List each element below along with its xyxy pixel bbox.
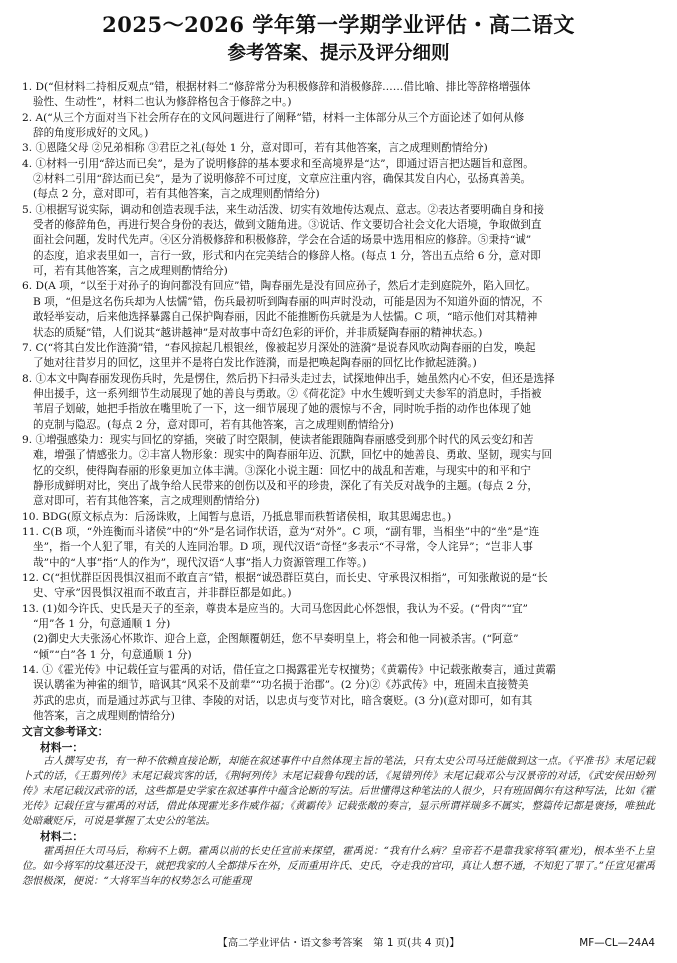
answer-item-continuation: 面社会问题，发时代先声。④区分消极修辞和积极修辞，学会在合适的场景中选用相应的修辞。⑤秉持“诚” — [33, 234, 532, 247]
answer-item-continuation: 坐”，指一个人犯了罪，有关的人连同治罪。D 项，现代汉语“奇怪”多表示“不寻常，令人诧异”；“岂非人事 — [33, 541, 533, 554]
answer-item: 1. D(“但材料二持相反观点”错，根据材料二“修辞常分为积极修辞和消极修辞……借比喻、排比等辞格增强体 — [22, 81, 531, 93]
answer-item-continuation: 他答案，言之成理则酌情给分) — [33, 710, 175, 723]
material2-title: 材料二： — [40, 830, 84, 844]
answer-item-continuation: 静形成鲜明对比，突出了战争给人民带来的创伤以及和平的珍贵，深化了有关反对战争的主题。(每点 2 分， — [33, 479, 538, 492]
footer-code: MF—CL—24A4 — [579, 937, 655, 949]
answer-item-continuation: 敢轻举妄动，后来他选择暴露自己保护陶春丽，因此不能推断伤兵就是为人怯懦。C 项，“暗示他们对其精神 — [33, 311, 538, 324]
answer-item-continuation: 验性、生动性”，材料二也认为修辞格包含于修辞之中。) — [33, 96, 292, 109]
answer-item: 9. ①增强感染力：现实与回忆的穿插，突破了时空限制，使读者能跟随陶春丽感受到那个时代的风云变幻和苦 — [22, 433, 534, 446]
answer-item: 5. ①根据写说实际，调动和创造表现手法，来生动活泼、切实有效地传达观点、意志。②表达者要明确自身和接 — [22, 203, 544, 216]
answer-item-continuation: (2)御史大夫张汤心怀欺诈、迎合上意，企图颠覆朝廷，您不早奏明皇上，将会和他一同被杀害。(“阿意” — [33, 633, 519, 646]
material2-translation: 霍禹担任大司马后，称病不上朝。霍禹以前的长史任宣前来探望，霍禹说：“我有什么病？皇帝若不是靠我家将军(霍光)，根本坐不上皇位。如今将军的坟墓还没干，就把我家的人全都排斥在外，反而重用许氏、史氏，夺走我的官印，真让人想不通，不知犯了罪了。”任宣见霍禹怨恨极深，便说：“大将军当年的权势怎么可能重现 — [22, 845, 655, 887]
answer-item: 2. A(“从三个方面对当下社会所存在的文风问题进行了阐释”错，材料一主体部分从三个方面论述了如何从修 — [22, 111, 525, 124]
answer-item-continuation: 难，增强了情感张力。②丰富人物形象：现实中的陶春丽年迈、沉默，回忆中的她善良、勇敢、坚韧，现实与回 — [33, 449, 553, 462]
answer-item: 14. ①《霍光传》中记载任宣与霍禹的对话，借任宣之口揭露霍光专权擅势；《黄霸传》中记载张敞奏言，通过黄霸 — [22, 664, 557, 677]
page-title: 2025～2026 学年第一学期学业评估・高二语文 — [102, 12, 575, 37]
answer-item-continuation: 的克制与隐忍。(每点 2 分，意对即可，若有其他答案，言之成理则酌情给分) — [33, 418, 394, 431]
answer-item-continuation: 可，若有其他答案，言之成理则酌情给分) — [33, 265, 228, 278]
answer-item-continuation: 误认鹖雀为神雀的细节，暗讽其“风采不及前辈”“功名损于治郡”。(2 分)②《苏武传》中，班固未直接赞美 — [33, 679, 529, 692]
answer-item-continuation: 辞的角度形成好的文风。) — [33, 127, 149, 140]
material1-title: 材料一： — [40, 740, 84, 754]
answer-item-continuation: 状态的质疑”错，人们说其“越讲越神”是对故事中奇幻色彩的评价，并非质疑陶春丽的精神状态。) — [33, 326, 483, 339]
answer-item-continuation: 哉”中的“人事”指“人的作为”，现代汉语“人事”指人力资源管理工作等。) — [33, 556, 367, 569]
answer-item-continuation: 了她对往昔岁月的回忆，这里并不是将白发比作涟漪，而是把唤起陶春丽的回忆比作掀起涟漪。) — [33, 357, 477, 370]
answer-item: 13. (1)如今许氏、史氏是天子的至亲，尊贵本是应当的。大司马您因此心怀怨恨，我认为不妥。(“骨肉”“宜” — [22, 602, 528, 615]
answer-item-continuation: “倾”“白”各 1 分，句意通顺 1 分) — [33, 648, 192, 661]
answer-item-continuation: 忆的交织，使得陶春丽的形象更加立体丰满。③深化小说主题：回忆中的战乱和苦难，与现实中的和平和宁 — [33, 464, 531, 477]
answer-item-continuation: (每点 2 分，意对即可，若有其他答案，言之成理则酌情给分) — [33, 188, 320, 201]
page-subtitle: 参考答案、提示及评分细则 — [227, 43, 450, 64]
answer-item-continuation: 史、守承”因畏惧汉祖而不敢直言，并非群臣都是如此。) — [33, 587, 292, 600]
answer-item: 3. ①恩隆父母 ②兄弟相称 ③君臣之礼(每处 1 分，意对即可，若有其他答案，言之成理则酌情给分) — [22, 142, 488, 155]
answer-item: 4. ①材料一引用“辞达而已矣”，是为了说明修辞的基本要求和至高境界是“达”，即通过语言把达题旨和意图。 — [22, 157, 534, 170]
answer-item-continuation: ②材料二引用“辞达而已矣”，是为了说明修辞不可过度，文章应注重内容，确保其发自内心，弘扬真善美。 — [33, 173, 532, 186]
footer-page-info: 【高二学业评估・语文参考答案 第 1 页(共 4 页)】 — [217, 937, 460, 949]
material1-translation: 古人撰写史书，有一种不依赖直接论断，却能在叙述事件中自然体现主旨的笔法，只有太史公司马迁能做到这一点。《平准书》末尾记载卜式的话，《王翦列传》末尾记载宾客的话，《荆轲列传》末尾记载鲁句践的话，《晁错列传》末尾记载邓公与汉景帝的对话，《武安侯田蚡列传》末尾记载汉武帝的话，这些都是史学家在叙述事件中蕴含论断的写法。后世懂得这种笔法的人很少，只有班固偶尔有这种写法，比如《霍光传》记载任宣与霍禹的对话，借此体现霍光多作威作福；《黄霸传》记载张敞的奏言，显示所谓祥瑞多不属实，整篇传记都是褒扬，唯独此处暗藏贬斥，可说是掌握了太史公的笔法。 — [22, 756, 655, 827]
answer-item-continuation: B 项，“但是这名伤兵却为人怯懦”错，伤兵最初听到陶春丽的叫声时没动，可能是因为不知道外面的情况，不 — [33, 295, 543, 308]
answer-item: 10. BDG(原文标点为：后汤诛败，上闻暂与息语，乃抵息罪而秩暂诸侯相，取其思竭忠也。) — [22, 510, 452, 523]
answer-item-continuation: 苏武的忠贞，而是通过苏武与卫律、李陵的对话，以忠贞与变节对比，暗含褒贬。(3 分)(意对即可，如有其 — [33, 694, 533, 707]
answer-item: 12. C(“担忧群臣因畏惧汉祖而不敢直言”错，根据“诚恐群臣莫白，而长史、守承畏汉相指”，可知张敞说的是“长 — [22, 572, 548, 584]
answer-item-continuation: 苇眉子划破，她把手指放在嘴里吮了一下，这一细节展现了她的震惊与不舍，同时吮手指的动作也体现了她 — [33, 403, 531, 416]
answer-item-continuation: 的态度，追求表里如一，言行一致，形式和内在完美结合的修辞人格。(每点 1 分，答出五点给 6 分，意对即 — [33, 249, 541, 262]
answer-item-continuation: 受者的修辞角色，再进行契合身份的表达，做到文随角进。③说话、作文要切合社会文化大语境，争取做到直 — [33, 219, 542, 232]
answer-item: 8. ①本文中陶春丽发现伤兵时，先是愣住，然后扔下扫帚头走过去，试探地伸出手，她虽然内心不安，但还是选择 — [22, 372, 555, 385]
answer-item: 6. D(A 项，“以至于对孙子的询问都没有回应”错，陶春丽先是没有回应孙子，然后才走到庭院外，陷入回忆。 — [22, 280, 537, 293]
answer-list — [22, 80, 655, 724]
answer-item-continuation: 意对即可，若有其他答案，言之成理则酌情给分) — [33, 495, 260, 508]
answer-item-continuation: 伸出援手，这一系列细节生动展现了她的善良与勇敢。②《荷花淀》中水生嫂听到丈夫参军的消息时，手指被 — [33, 387, 542, 400]
translation-section-title: 文言文参考译文： — [22, 725, 109, 739]
answer-item: 7. C(“将其白发比作涟漪”错，“春风掠起几根银丝，像被起岁月深处的涟漪”是说春风吹动陶春丽的白发，唤起 — [22, 341, 536, 354]
answer-item-continuation: “用”各 1 分，句意通顺 1 分) — [33, 618, 171, 631]
answer-item: 11. C(B 项，“外连衡而斗诸侯”中的“外”是名词作状语，意为“对外”。C 项，“副有罪，当相坐”中的“坐”是“连 — [22, 525, 540, 538]
